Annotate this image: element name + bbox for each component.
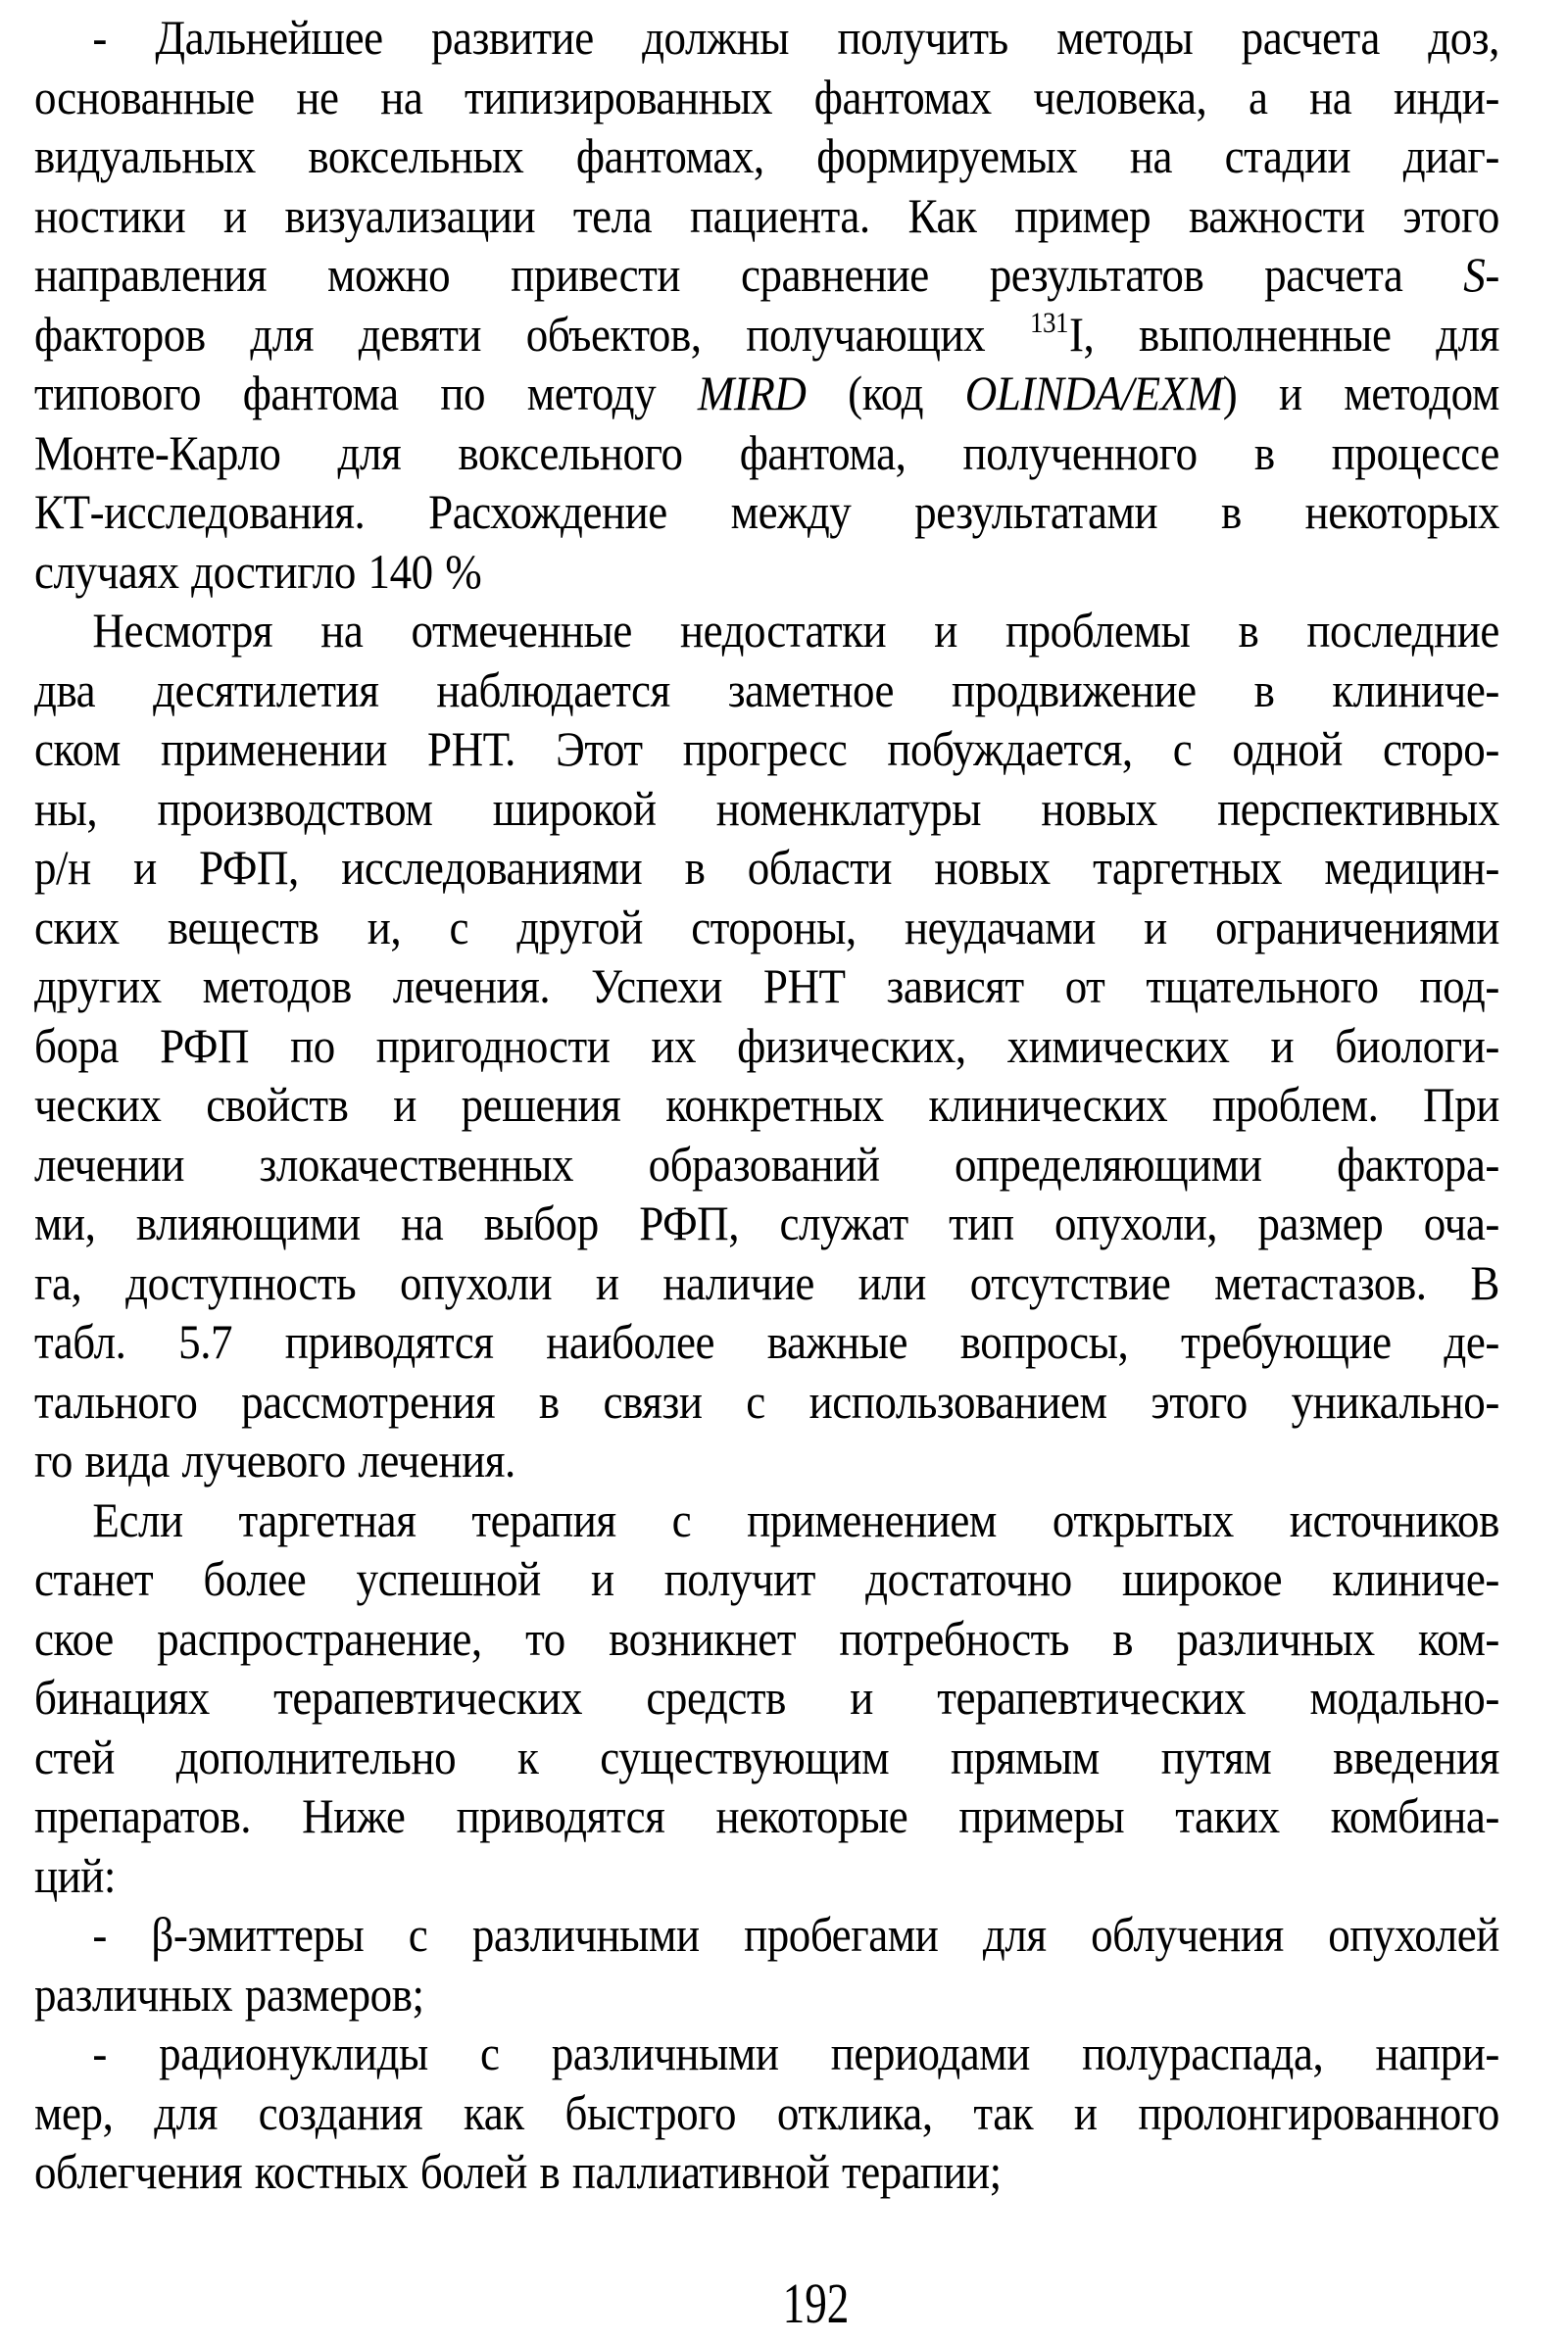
text-line	[34, 1312, 1499, 1372]
text-segment: тального рассмотрения в связи с использованием этого уникально-	[34, 1373, 1499, 1429]
text-line	[34, 2083, 1499, 2143]
text-segment: ми, влияющими на выбор РФП, служат тип опухоли, размер оча-	[34, 1195, 1499, 1250]
text-segment: облегчения костных болей в паллиативной терапии;	[34, 2144, 1002, 2199]
text-line	[34, 1609, 1499, 1669]
text-segment: ций:	[34, 1847, 116, 1903]
text-segment: направления можно привести сравнение результатов расчета	[34, 247, 1464, 302]
text-segment: ческих свойств и решения конкретных клинических проблем. При	[34, 1077, 1499, 1132]
text-line	[34, 305, 1499, 365]
text-segment: р/н и РФП, исследованиями в области новых таргетных медицин-	[34, 840, 1499, 895]
text-segment: -	[1485, 247, 1499, 302]
text-segment: ском применении РНТ. Этот прогресс побуждается, с одной сторо-	[34, 721, 1499, 776]
text-line	[34, 8, 1499, 68]
text-segment: I, выполненные для	[1068, 306, 1499, 362]
text-line	[34, 542, 1499, 602]
text-segment: ностики и визуализации тела пациента. Как пример важности этого	[34, 187, 1499, 243]
text-segment: (код	[806, 366, 965, 420]
text-line	[34, 1431, 1499, 1490]
text-block	[34, 8, 1499, 2202]
text-line	[34, 126, 1499, 186]
text-line	[34, 1253, 1499, 1313]
text-line	[34, 364, 1499, 423]
text-line	[34, 898, 1499, 957]
text-segment: типового фантома по методу	[34, 366, 698, 420]
text-segment: Несмотря на отмеченные недостатки и проблемы в последние	[92, 603, 1499, 658]
text-segment: ских веществ и, с другой стороны, неудачами и ограничениями	[34, 899, 1499, 954]
page-number-row	[0, 2271, 1568, 2335]
superscript-text: 131	[1029, 306, 1069, 339]
text-line	[34, 1728, 1499, 1787]
text-segment: - β-эмиттеры с различными пробегами для облучения опухолей	[92, 1907, 1499, 1962]
italic-text: S	[1463, 247, 1486, 302]
text-line	[34, 1135, 1499, 1195]
text-segment: ны, производством широкой номенклатуры новых перспективных	[34, 780, 1499, 836]
text-line	[34, 1016, 1499, 1076]
text-segment: Монте-Карло для воксельного фантома, полученного в процессе	[34, 424, 1499, 480]
text-line	[34, 601, 1499, 660]
text-line	[34, 186, 1499, 246]
text-segment: случаях достигло 140 %	[34, 543, 482, 599]
text-segment: других методов лечения. Успехи РНТ зависят от тщательного под-	[34, 958, 1499, 1013]
text-segment: ское распространение, то возникнет потребность в различных ком-	[34, 1610, 1499, 1666]
text-segment: ) и методом	[1222, 366, 1499, 420]
text-segment: препаратов. Ниже приводятся некоторые примеры таких комбина-	[34, 1788, 1499, 1843]
italic-text: MIRD	[697, 366, 807, 420]
text-segment: Если таргетная терапия с применением открытых источников	[92, 1491, 1499, 1547]
text-segment: факторов для девяти объектов, получающих	[34, 306, 1030, 362]
text-line	[34, 1905, 1499, 1965]
text-segment: стей дополнительно к существующим прямым путям введения	[34, 1729, 1499, 1784]
text-segment: го вида лучевого лечения.	[34, 1433, 515, 1488]
text-segment: основанные не на типизированных фантомах человека, а на инди-	[34, 69, 1499, 124]
text-line	[34, 245, 1499, 305]
text-line	[34, 1668, 1499, 1728]
text-line	[34, 1549, 1499, 1609]
text-line	[34, 1372, 1499, 1432]
page-number: 192	[782, 2271, 849, 2335]
text-line	[34, 1846, 1499, 1906]
text-line	[34, 779, 1499, 839]
text-line	[34, 423, 1499, 483]
text-segment: лечении злокачественных образований определяющими фактора-	[34, 1136, 1499, 1192]
text-segment: видуальных воксельных фантомах, формируемых на стадии диаг-	[34, 128, 1499, 183]
text-line	[34, 2024, 1499, 2083]
text-segment: - Дальнейшее развитие должны получить методы расчета доз,	[92, 10, 1499, 65]
text-segment: КТ-исследования. Расхождение между результатами в некоторых	[34, 484, 1499, 539]
text-line	[34, 660, 1499, 720]
text-segment: - радионуклиды с различными периодами полураспада, напри-	[92, 2025, 1499, 2080]
text-line	[34, 956, 1499, 1016]
text-segment: табл. 5.7 приводятся наиболее важные вопросы, требующие де-	[34, 1314, 1499, 1369]
text-line	[34, 1490, 1499, 1550]
text-segment: станет более успешной и получит достаточно широкое клиниче-	[34, 1551, 1499, 1606]
text-segment: различных размеров;	[34, 1966, 424, 2022]
text-segment: га, доступность опухоли и наличие или отсутствие метастазов. В	[34, 1254, 1499, 1310]
text-line	[34, 68, 1499, 127]
italic-text: OLINDA/EXM	[964, 366, 1223, 420]
text-segment: бора РФП по пригодности их физических, химических и биологи-	[34, 1017, 1499, 1073]
text-segment: два десятилетия наблюдается заметное продвижение в клиниче-	[34, 661, 1499, 717]
text-segment: бинациях терапевтических средств и терапевтических модально-	[34, 1670, 1499, 1725]
text-line	[34, 838, 1499, 898]
text-segment: мер, для создания как быстрого отклика, так и пролонгированного	[34, 2084, 1499, 2140]
text-line	[34, 2142, 1499, 2202]
text-line	[34, 1965, 1499, 2025]
text-line	[34, 1786, 1499, 1846]
text-line	[34, 1075, 1499, 1135]
text-line	[34, 1194, 1499, 1253]
text-line	[34, 482, 1499, 542]
text-line	[34, 719, 1499, 779]
